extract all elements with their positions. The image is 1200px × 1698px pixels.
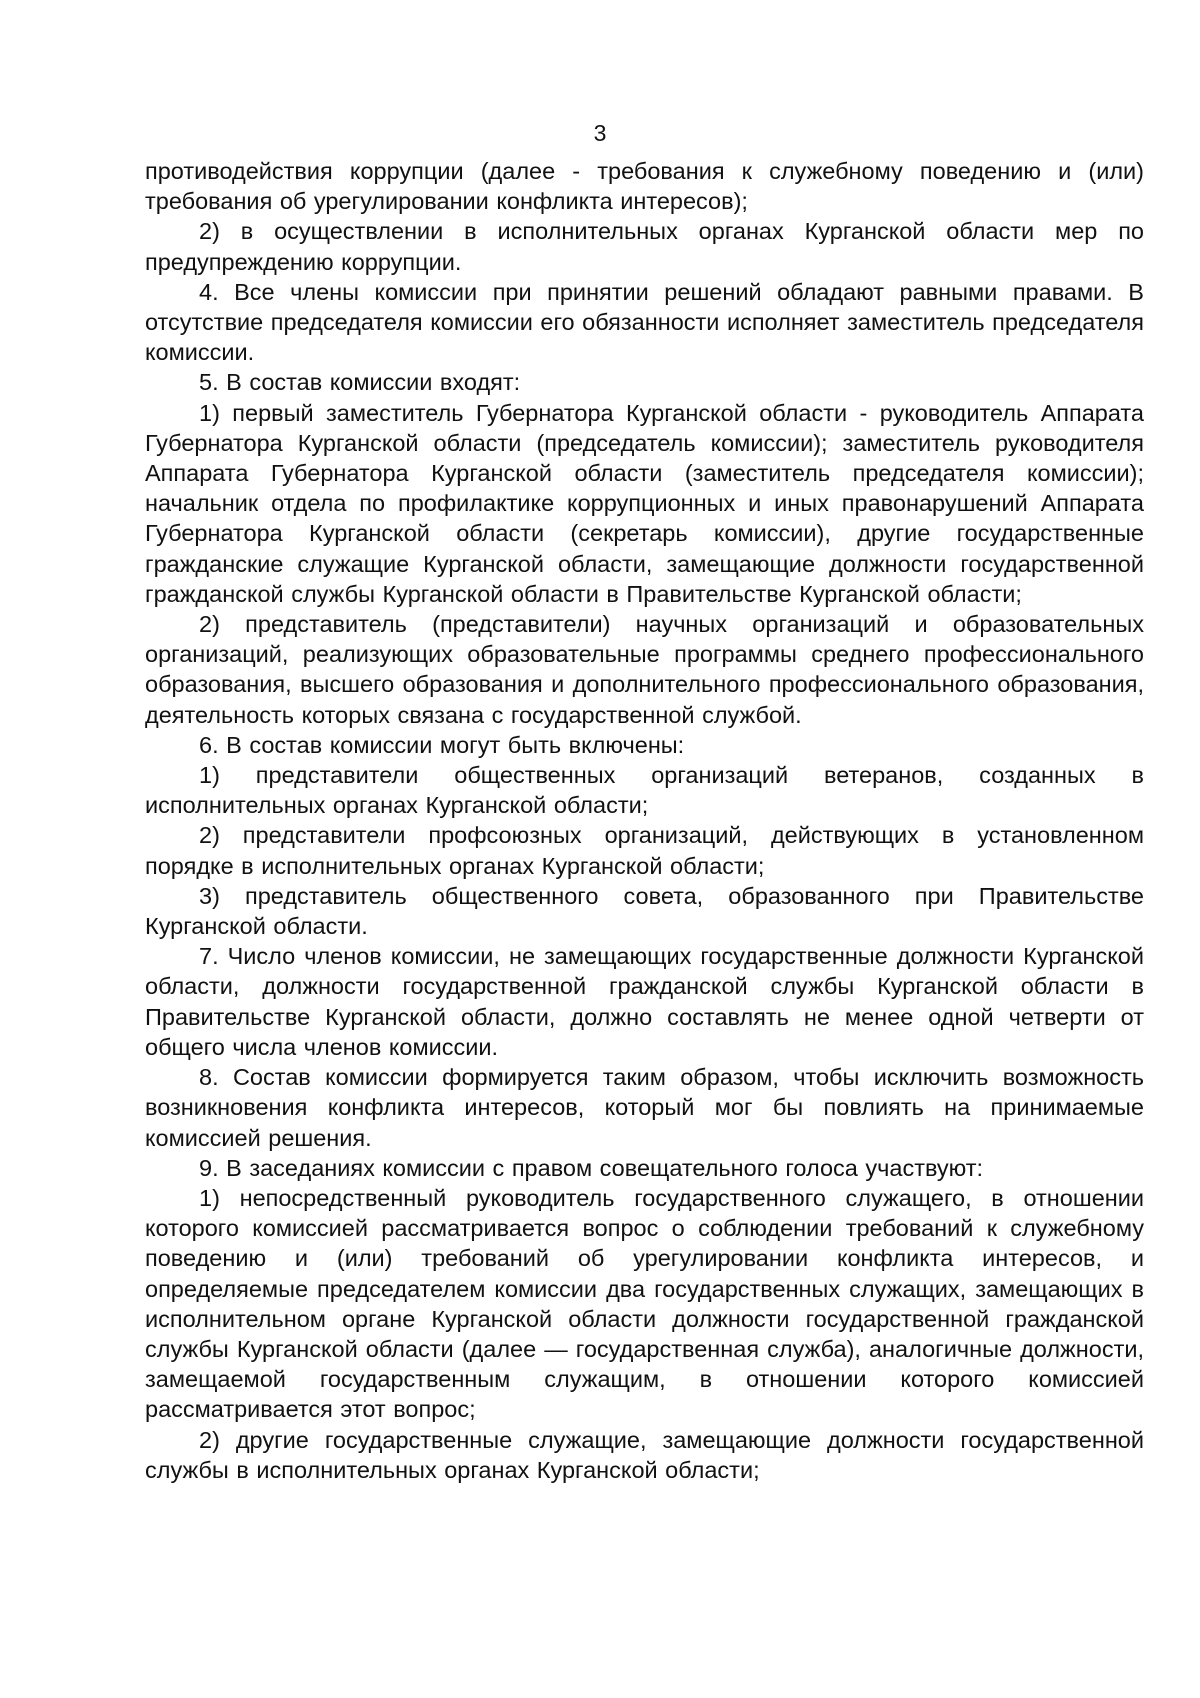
paragraph-7-member-count: 7. Число членов комиссии, не замещающих государственные должности Курганской области, должности государственной гражданской службы Курганской области в Правительстве Курганской области, должно составлять не менее одной четверти от общего числа членов комиссии. [145, 943, 1144, 1060]
paragraph-6-item-2: 2) представители профсоюзных организаций, действующих в установленном порядке в исполнительных органах Курганской области; [145, 822, 1144, 879]
paragraph-5-item-1: 1) первый заместитель Губернатора Курганской области - руководитель Аппарата Губернатора Курганской области (председатель комиссии); заместитель руководителя Аппарата Губернатора Курганской области (заместитель председателя комиссии); начальник отдела по профилактике коррупционных и иных правонарушений Аппарата Губернатора Курганской области (секретарь комиссии), другие государственные гражданские служащие Курганской области, замещающие должности государственной гражданской службы Курганской области в Правительстве Курганской области; [145, 399, 1144, 607]
paragraph-4-equal-rights: 4. Все члены комиссии при принятии решений обладают равными правами. В отсутствие председателя комиссии его обязанности исполняет заместитель председателя комиссии. [145, 278, 1144, 366]
page-number: 3 [593, 120, 607, 146]
paragraph-8-conflict: 8. Состав комиссии формируется таким образом, чтобы исключить возможность возникновения конфликта интересов, который мог бы повлиять на принимаемые комиссией решения. [145, 1064, 1144, 1151]
paragraph-9-advisory-vote: 9. В заседаниях комиссии с правом совещательного голоса участвуют: [199, 1154, 984, 1181]
paragraph-5-composition: 5. В состав комиссии входят: [199, 369, 521, 396]
document-body [145, 156, 1144, 1485]
paragraph-5-item-2: 2) представитель (представители) научных организаций и образовательных организаций, реализующих образовательные программы среднего профессионального образования, высшего образования и дополнительного профессионального образования, деятельность которых связана с государственной службой. [145, 611, 1144, 728]
paragraph-6-may-include: 6. В состав комиссии могут быть включены: [199, 731, 685, 758]
paragraph-item-2-prevention: 2) в осуществлении в исполнительных органах Курганской области мер по предупреждению коррупции. [145, 218, 1144, 275]
paragraph-6-item-1: 1) представители общественных организаций ветеранов, созданных в исполнительных органах Курганской области; [145, 762, 1144, 819]
paragraph-9-item-1: 1) непосредственный руководитель государственного служащего, в отношении которого комиссией рассматривается вопрос о соблюдении требований к служебному поведению и (или) требований об урегулировании конфликта интересов, и определяемые председателем комиссии два государственных служащих, замещающих в исполнительном органе Курганской области должности государственной гражданской службы Курганской области (далее — государственная служба), аналогичные должности, замещаемой государственным служащим, в отношении которого комиссией рассматривается этот вопрос; [145, 1184, 1144, 1423]
paragraph-continuation: противодействия коррупции (далее - требования к служебному поведению и (или) требования об урегулировании конфликта интересов); [145, 158, 1144, 215]
paragraph-6-item-3: 3) представитель общественного совета, образованного при Правительстве Курганской области. [145, 882, 1144, 940]
paragraph-9-item-2: 2) другие государственные служащие, замещающие должности государственной службы в исполнительных органах Курганской области; [145, 1426, 1144, 1483]
